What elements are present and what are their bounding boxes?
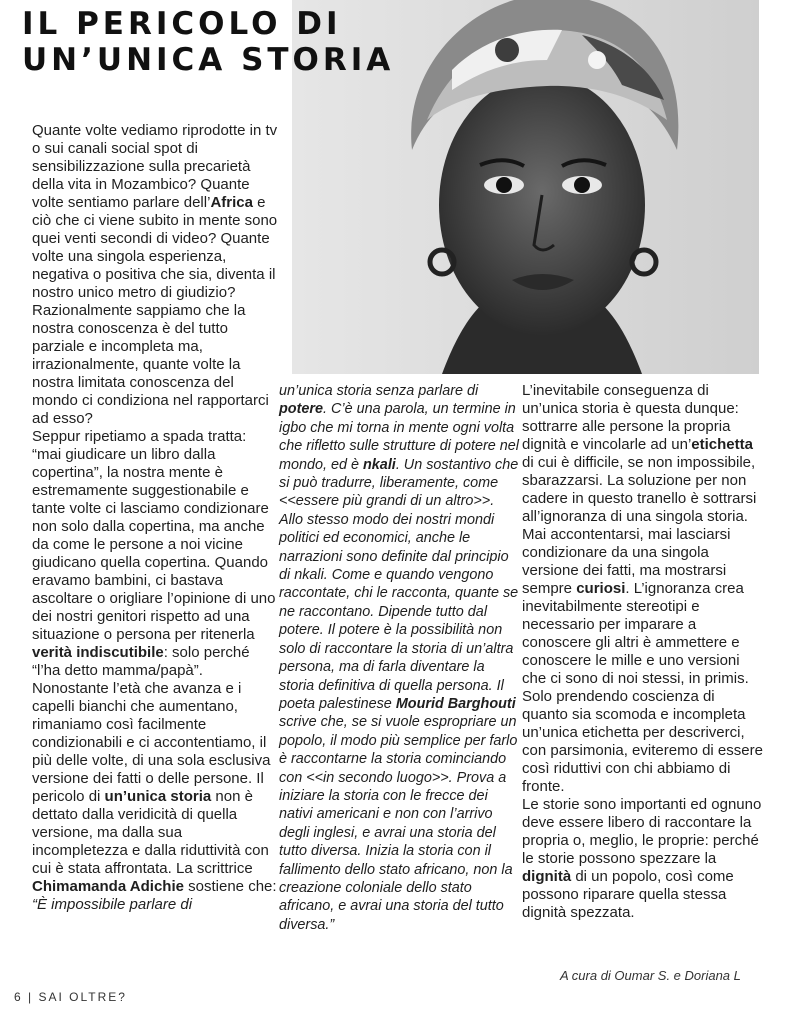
page-footer: 6 | SAI OLTRE? xyxy=(14,990,127,1004)
text-span: di un popolo, così come possono riparare quella stessa dignità spezzata. xyxy=(522,868,734,921)
text-span: sostiene che: xyxy=(183,878,277,895)
text-span: : solo perché “l’ha detto mamma/papà”. Nonostante l’età che avanza e i capelli bianchi che aumentano, rimaniamo così facilmente condizionabili e ci accontentiamo, il più delle volte, di una sola esclusiva versione dei fatti o delle persone. Il pericolo di xyxy=(32,644,271,805)
column-2 xyxy=(279,382,519,934)
author-credit: A cura di Oumar S. e Doriana L xyxy=(560,968,741,983)
text-span: L’inevitabile conseguenza di un’unica storia è questa dunque: sottrarre alle persone la propria dignità e vincolarle ad un’ xyxy=(522,382,739,453)
bold-term: nkali xyxy=(363,456,396,473)
text-span: di cui è difficile, se non impossibile, sbarazzarsi. La soluzione per non cadere in questo tranello è sottrarsi all’ignoranza di una singola storia. Mai accontentarsi, mai lasciarsi condizionare da una singola versione dei fatti, ma mostrarsi sempre xyxy=(522,454,757,597)
text-span: . L’ignoranza crea inevitabilmente stereotipi e necessario per imparare a conoscere gli altri è ammettere e conoscere le mille e uno versioni che ci sono di noi stessi, in primis. Solo prendendo coscienza di quanto sia scomoda e incompleta un’unica etichetta per descriverci, con parsimonia, eviteremo di essere così riduttivi con chi abbiamo di fronte. xyxy=(522,580,763,795)
bold-term: curiosi xyxy=(576,580,626,597)
bold-term: Chimamanda Adichie xyxy=(32,878,184,895)
quote-start: “È impossibile parlare di xyxy=(32,896,193,913)
bold-term: potere xyxy=(279,401,323,418)
paragraph xyxy=(522,382,764,796)
paragraph xyxy=(32,428,278,914)
article-title xyxy=(22,6,394,78)
text-span: Quante volte vediamo riprodotte in tv o sui canali social spot di sensibilizzazione sulla precarietà della vita in Mozambico? Quante volte sentiamo parlare dell’ xyxy=(32,122,278,211)
bold-term: Mourid Barghouti xyxy=(395,695,516,712)
paragraph xyxy=(279,382,519,934)
bold-term: verità indiscutibile xyxy=(32,644,164,661)
bold-term: Africa xyxy=(210,194,253,211)
text-span: e ciò che ci viene subito in mente sono quei venti secondi di video? Quante volte una singola esperienza, negativa o positiva che sia, diventa il nostro unico metro di giudizio? Razionalmente sappiamo che la nostra conoscenza è del tutto parziale e incompleta ma, irrazionalmente, quante volte la nostra limitata conoscenza del mondo ci condiziona nel rapportarci ad esso? xyxy=(32,194,278,427)
text-span: non è dettato dalla veridicità di quella versione, ma dalla sua incompletezza e dalla riduttività con cui è stata affrontata. La scrittrice xyxy=(32,788,269,877)
text-span: . C’è una parola, un termine in igbo che mi torna in mente ogni volta che rifletto sulle strutture di potere nel mondo, ed è xyxy=(279,401,519,473)
column-1 xyxy=(32,122,278,914)
text-span: un’unica storia senza parlare di xyxy=(279,383,479,399)
title-line-1: IL PERICOLO DI xyxy=(22,6,342,42)
bold-term: dignità xyxy=(522,868,572,885)
bold-term: etichetta xyxy=(691,436,753,453)
column-3 xyxy=(522,382,764,922)
paragraph xyxy=(32,122,278,428)
text-span: Le storie sono importanti ed ognuno deve essere libero di raccontare la propria o, meglio, le proprie: perché le storie possono spezzare la xyxy=(522,796,762,867)
text-span: scrive che, se si vuole espropriare un popolo, il modo più semplice per farlo è raccontarne la storia cominciando con <<in secondo luogo>>. Prova a iniziare la storia con le frecce dei nativi americani e non con l’arrivo degli inglesi, e avrai una storia del tutto diversa. Inizia la storia con il fallimento dello stato africano, non la creazione coloniale dello stato africano, e avrai una storia del tutto diversa.” xyxy=(279,714,518,933)
title-line-2: UN’UNICA STORIA xyxy=(22,42,395,78)
paragraph xyxy=(522,796,764,922)
text-span: Seppur ripetiamo a spada tratta: “mai giudicare un libro dalla copertina”, la nostra mente è estremamente suggestionabile e tante volte ci lasciamo condizionare non solo dalla copertina, ma anche da come le persone a noi vicine giudicano quella copertina. Quando eravamo bambini, ci bastava ascoltare o origliare l’opinione di uno dei nostri genitori rispetto ad una situazione o persona per ritenerla xyxy=(32,428,276,643)
text-span: . Un sostantivo che si può tradurre, liberamente, come <<essere più grandi di un altro>>. Allo stesso modo dei nostri mondi politici ed economici, anche le narrazioni sono definite dal principio di nkali. Come e quando vengono raccontate, chi le racconta, quante se ne raccontano. Dipende tutto dal potere. Il potere è la possibilità non solo di raccontare la storia di un’altra persona, ma di farla diventare la storia definitiva di quella persona. Il poeta palestinese xyxy=(279,456,519,712)
bold-term: un’unica storia xyxy=(104,788,212,805)
